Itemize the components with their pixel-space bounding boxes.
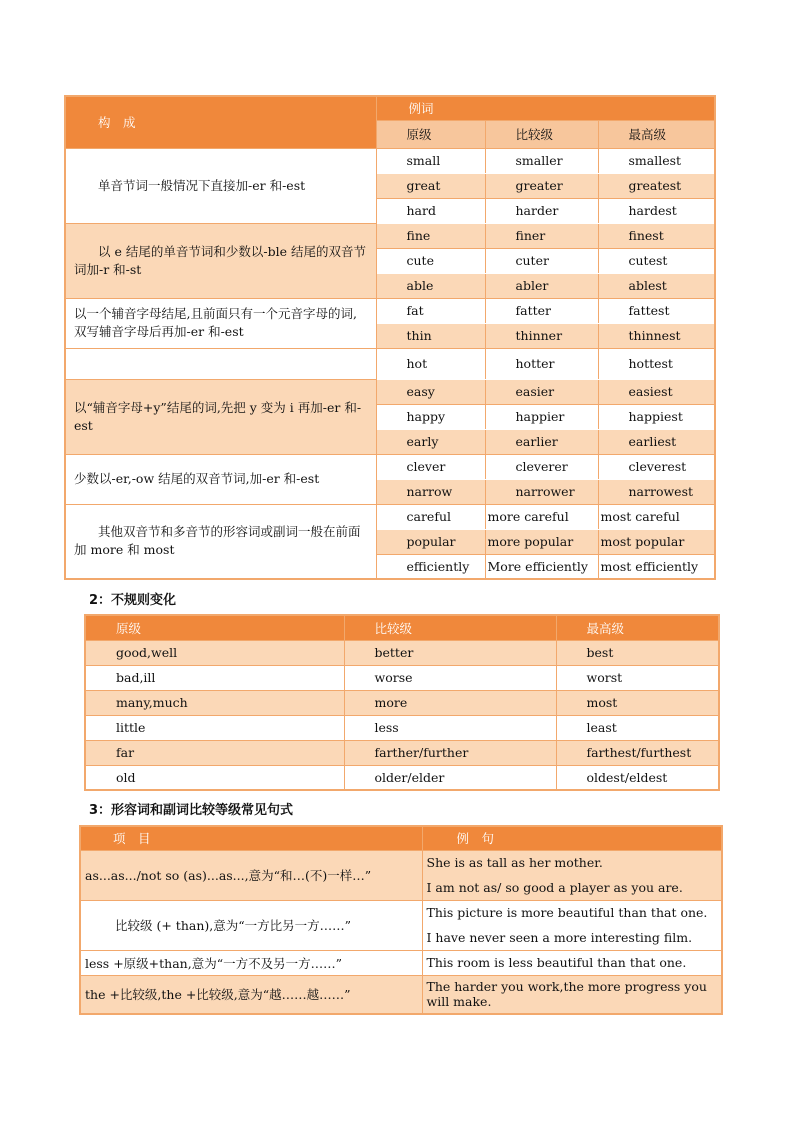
- section-title-irregular: 2：不规则变化: [89, 593, 177, 608]
- base-cell: far: [85, 740, 344, 765]
- comparative-cell: less: [344, 715, 556, 740]
- comparative-cell: More efficiently: [485, 554, 598, 579]
- comparative-cell: older/elder: [344, 765, 556, 790]
- superlative-cell: finest: [598, 223, 715, 248]
- comparative-cell: earlier: [485, 429, 598, 454]
- header-examples: 例词: [376, 96, 715, 120]
- header-base: 原级: [376, 120, 485, 148]
- comparative-cell: cuter: [485, 248, 598, 273]
- header-comparative: 比较级: [485, 120, 598, 148]
- pattern-cell: 比较级 (+ than),意为“一方比另一方……”: [80, 900, 422, 950]
- comparative-cell: more: [344, 690, 556, 715]
- header-comparative: 比较级: [344, 615, 556, 640]
- sentence-cell: I am not as/ so good a player as you are.: [422, 875, 722, 900]
- superlative-cell: narrowest: [598, 479, 715, 504]
- superlative-cell: greatest: [598, 173, 715, 198]
- superlative-cell: best: [556, 640, 719, 665]
- superlative-cell: thinnest: [598, 323, 715, 348]
- superlative-cell: most popular: [598, 529, 715, 554]
- table-row: [65, 348, 715, 379]
- base-cell: clever: [376, 454, 485, 479]
- rule-cell-empty: [65, 348, 376, 379]
- superlative-cell: most efficiently: [598, 554, 715, 579]
- base-cell: little: [85, 715, 344, 740]
- table-row: [65, 454, 715, 479]
- base-cell: small: [376, 148, 485, 173]
- superlative-cell: hottest: [598, 348, 715, 379]
- comparative-cell: smaller: [485, 148, 598, 173]
- base-cell: happy: [376, 404, 485, 429]
- superlative-cell: worst: [556, 665, 719, 690]
- irregular-forms-table: [84, 614, 720, 791]
- comparative-cell: narrower: [485, 479, 598, 504]
- rule-cell: 少数以-er,-ow 结尾的双音节词,加-er 和-est: [65, 454, 376, 504]
- base-cell: popular: [376, 529, 485, 554]
- rule-cell: 以一个辅音字母结尾,且前面只有一个元音字母的词,双写辅音字母后再加-er 和-est: [65, 298, 376, 348]
- base-cell: narrow: [376, 479, 485, 504]
- sentence-cell: The harder you work,the more progress you will make.: [422, 975, 722, 1014]
- superlative-cell: most careful: [598, 504, 715, 529]
- comparative-cell: finer: [485, 223, 598, 248]
- table-row: [85, 765, 719, 790]
- section-title-sentence-patterns: 3：形容词和副词比较等级常见句式: [89, 803, 294, 818]
- header-superlative: 最高级: [598, 120, 715, 148]
- comparative-cell: cleverer: [485, 454, 598, 479]
- rule-cell: 单音节词一般情况下直接加-er 和-est: [65, 148, 376, 223]
- comparative-cell: easier: [485, 379, 598, 404]
- base-cell: careful: [376, 504, 485, 529]
- table-row: [80, 900, 722, 925]
- comparative-cell: greater: [485, 173, 598, 198]
- comparative-cell: more careful: [485, 504, 598, 529]
- base-cell: good,well: [85, 640, 344, 665]
- header-structure: 构 成: [65, 96, 376, 148]
- superlative-cell: cutest: [598, 248, 715, 273]
- base-cell: efficiently: [376, 554, 485, 579]
- table-row: [65, 298, 715, 323]
- comparative-cell: thinner: [485, 323, 598, 348]
- comparative-cell: happier: [485, 404, 598, 429]
- comparative-cell: more popular: [485, 529, 598, 554]
- base-cell: thin: [376, 323, 485, 348]
- table-row: [80, 975, 722, 1014]
- superlative-cell: smallest: [598, 148, 715, 173]
- superlative-cell: oldest/eldest: [556, 765, 719, 790]
- base-cell: able: [376, 273, 485, 298]
- rule-cell: 以“辅音字母+y”结尾的词,先把 y 变为 i 再加-er 和-est: [65, 379, 376, 454]
- header-item: 项 目: [80, 826, 422, 850]
- base-cell: cute: [376, 248, 485, 273]
- base-cell: bad,ill: [85, 665, 344, 690]
- table-row: [85, 740, 719, 765]
- base-cell: easy: [376, 379, 485, 404]
- superlative-cell: ablest: [598, 273, 715, 298]
- table-row: [85, 640, 719, 665]
- sentence-cell: This picture is more beautiful than that one.: [422, 900, 722, 925]
- base-cell: many,much: [85, 690, 344, 715]
- superlative-cell: least: [556, 715, 719, 740]
- base-cell: fat: [376, 298, 485, 323]
- sentence-cell: I have never seen a more interesting film.: [422, 925, 722, 950]
- superlative-cell: hardest: [598, 198, 715, 223]
- header-base: 原级: [85, 615, 344, 640]
- sentence-cell: She is as tall as her mother.: [422, 850, 722, 875]
- comparative-cell: hotter: [485, 348, 598, 379]
- table-row: [80, 850, 722, 875]
- table-row: [80, 950, 722, 975]
- rule-cell: 其他双音节和多音节的形容词或副词一般在前面加 more 和 most: [65, 504, 376, 579]
- base-cell: fine: [376, 223, 485, 248]
- sentence-patterns-table: [79, 825, 723, 1015]
- base-cell: great: [376, 173, 485, 198]
- superlative-cell: most: [556, 690, 719, 715]
- base-cell: early: [376, 429, 485, 454]
- superlative-cell: cleverest: [598, 454, 715, 479]
- base-cell: hot: [376, 348, 485, 379]
- comparative-cell: abler: [485, 273, 598, 298]
- comparison-rules-table: [64, 95, 716, 580]
- base-cell: old: [85, 765, 344, 790]
- table-row: [85, 690, 719, 715]
- superlative-cell: happiest: [598, 404, 715, 429]
- superlative-cell: fattest: [598, 298, 715, 323]
- base-cell: hard: [376, 198, 485, 223]
- superlative-cell: earliest: [598, 429, 715, 454]
- header-example: 例 句: [422, 826, 722, 850]
- sentence-cell: This room is less beautiful than that one.: [422, 950, 722, 975]
- comparative-cell: farther/further: [344, 740, 556, 765]
- comparative-cell: harder: [485, 198, 598, 223]
- table-row: [85, 715, 719, 740]
- comparative-cell: fatter: [485, 298, 598, 323]
- rule-cell: 以 e 结尾的单音节词和少数以-ble 结尾的双音节词加-r 和-st: [65, 223, 376, 298]
- pattern-cell: as...as.../not so (as)...as...,意为“和…(不)一样…”: [80, 850, 422, 900]
- superlative-cell: farthest/furthest: [556, 740, 719, 765]
- table-row: [85, 665, 719, 690]
- table-row: [65, 223, 715, 248]
- comparative-cell: worse: [344, 665, 556, 690]
- pattern-cell: the +比较级,the +比较级,意为“越……越……”: [80, 975, 422, 1014]
- superlative-cell: easiest: [598, 379, 715, 404]
- header-superlative: 最高级: [556, 615, 719, 640]
- table-row: [65, 379, 715, 404]
- table-row: [65, 504, 715, 529]
- comparative-cell: better: [344, 640, 556, 665]
- table-row: [65, 148, 715, 173]
- pattern-cell: less +原级+than,意为“一方不及另一方……”: [80, 950, 422, 975]
